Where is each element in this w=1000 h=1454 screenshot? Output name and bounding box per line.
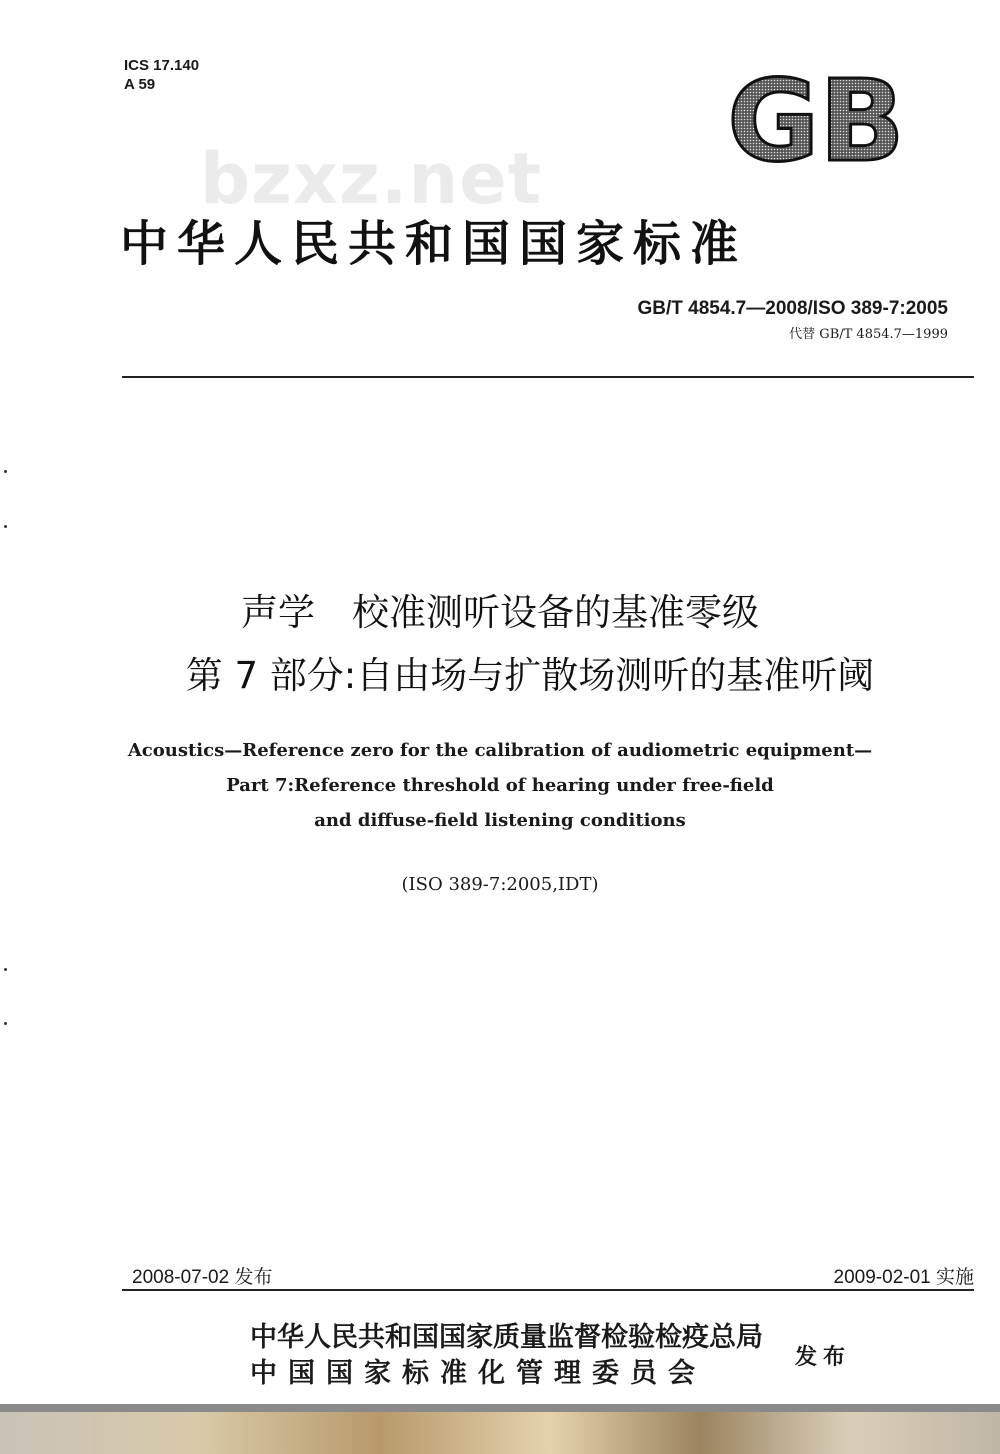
issuer-sac: 中国国家标准化管理委员会 [250, 1358, 706, 1389]
chinese-title-line-1: 声学 校准测听设备的基准零级 [241, 591, 759, 634]
gb-logo [716, 70, 916, 170]
publish-label: 发布 [795, 1345, 852, 1370]
iso-equivalence: (ISO 389-7:2005,IDT) [401, 874, 599, 895]
scan-mark [4, 968, 7, 971]
implementation-date: 2009-02-01 实施 [833, 1267, 974, 1288]
issue-date: 2008-07-02 发布 [132, 1267, 273, 1288]
footer-divider [122, 1289, 974, 1291]
issuer-aqsiq: 中华人民共和国国家质量监督检验检疫总局 [250, 1322, 763, 1353]
ccs-code: A 59 [124, 76, 156, 93]
english-title-line-3: and diffuse-field listening conditions [314, 810, 686, 831]
ics-code: ICS 17.140 [124, 57, 200, 74]
header-divider [122, 376, 974, 378]
english-title-line-1: Acoustics—Reference zero for the calibration of audiometric equipment— [127, 740, 873, 761]
issuing-authorities [250, 1320, 763, 1392]
replaces-note: 代替 GB/T 4854.7—1999 [789, 327, 948, 342]
national-standard-heading: 中华人民共和国国家标准 [120, 216, 748, 272]
svg-text:GB: GB [727, 70, 905, 170]
scan-edge-background [0, 1412, 1000, 1454]
watermark: bzxz.net [200, 138, 543, 220]
english-title [0, 733, 1000, 838]
english-title-line-2: Part 7:Reference threshold of hearing under free-field [226, 775, 774, 796]
scan-mark [4, 525, 7, 528]
scan-mark [4, 1022, 7, 1025]
ics-classification [124, 56, 199, 94]
chinese-title-line-2: 第 7 部分:自由场与扩散场测听的基准听阈 [185, 654, 875, 697]
scan-mark [4, 470, 7, 473]
standard-code: GB/T 4854.7—2008/ISO 389-7:2005 [637, 298, 948, 319]
